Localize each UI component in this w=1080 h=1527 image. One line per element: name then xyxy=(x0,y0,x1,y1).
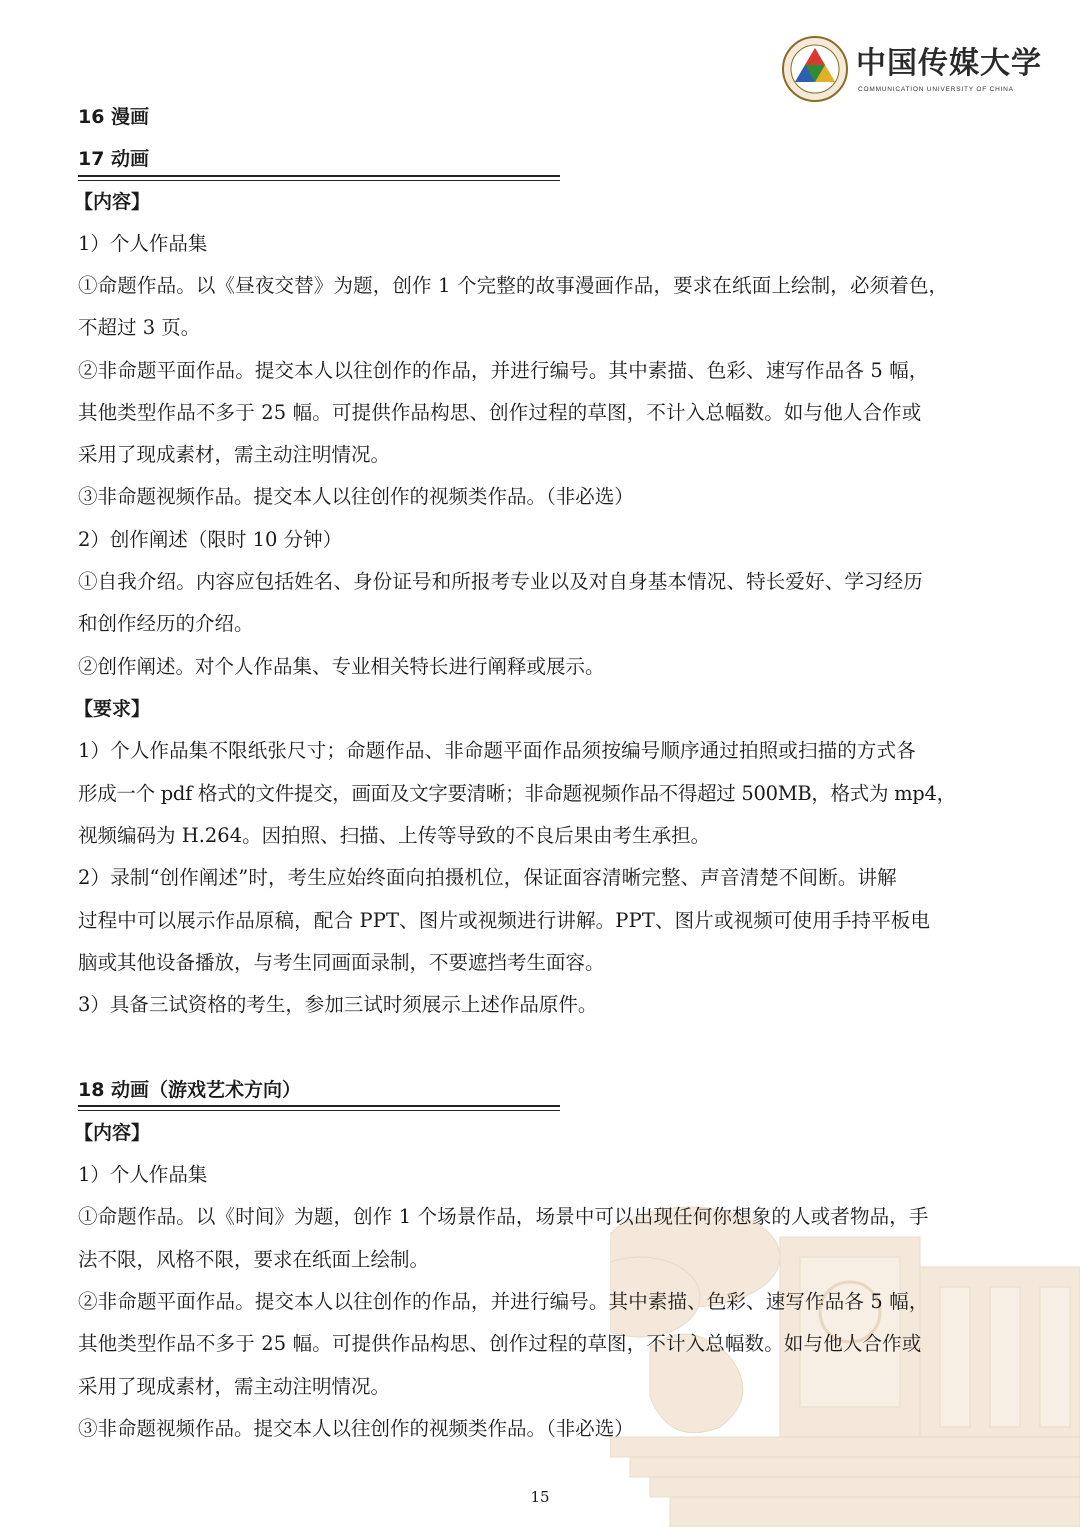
body-line: 其他类型作品不多于 25 幅。可提供作品构思、创作过程的草图，不计入总幅数。如与他人合作或 xyxy=(78,1332,922,1355)
body-line: 形成一个 pdf 格式的文件提交，画面及文字要清晰；非命题视频作品不得超过 500MB，格式为 mp4， xyxy=(78,782,956,805)
body-line: 其他类型作品不多于 25 幅。可提供作品构思、创作过程的草图，不计入总幅数。如与他人合作或 xyxy=(78,401,922,424)
university-logo xyxy=(780,34,1042,104)
campus-watermark-illustration xyxy=(610,1197,1080,1527)
body-line: 2）录制“创作阐述”时，考生应始终面向拍摄机位，保证面容清晰完整、声音清楚不间断。讲解 xyxy=(78,866,897,889)
section-18-heading: 18 动画（游戏艺术方向） xyxy=(78,1079,302,1101)
body-line: ③非命题视频作品。提交本人以往创作的视频类作品。（非必选） xyxy=(78,1417,634,1440)
body-line: ②非命题平面作品。提交本人以往创作的作品，并进行编号。其中素描、色彩、速写作品各 5 幅， xyxy=(78,1290,929,1313)
body-line: ①自我介绍。内容应包括姓名、身份证号和所报考专业以及对自身基本情况、特长爱好、学习经历 xyxy=(78,570,923,593)
body-line: 1）个人作品集不限纸张尺寸；命题作品、非命题平面作品须按编号顺序通过拍照或扫描的方式各 xyxy=(78,739,916,762)
section-17-content-label: 【内容】 xyxy=(74,191,151,213)
logo-english-name: COMMUNICATION UNIVERSITY OF CHINA xyxy=(858,86,1014,93)
section-16-heading: 16 漫画 xyxy=(78,106,150,128)
heading-rule xyxy=(78,1110,560,1111)
page-number: 15 xyxy=(530,1488,550,1506)
body-line: 不超过 3 页。 xyxy=(78,316,201,339)
body-line: ②非命题平面作品。提交本人以往创作的作品，并进行编号。其中素描、色彩、速写作品各 5 幅， xyxy=(78,359,929,382)
body-line: ①命题作品。以《时间》为题，创作 1 个场景作品，场景中可以出现任何你想象的人或者物品，手 xyxy=(78,1205,929,1228)
body-line: 和创作经历的介绍。 xyxy=(78,612,254,635)
university-emblem-icon xyxy=(780,34,850,104)
section-18-content-label: 【内容】 xyxy=(74,1122,151,1144)
body-line: ②创作阐述。对个人作品集、专业相关特长进行阐释或展示。 xyxy=(78,655,605,678)
body-line: ①命题作品。以《昼夜交替》为题，创作 1 个完整的故事漫画作品，要求在纸面上绘制，必须着色， xyxy=(78,274,949,297)
body-line: 3）具备三试资格的考生，参加三试时须展示上述作品原件。 xyxy=(78,993,598,1016)
heading-rule xyxy=(78,180,560,181)
body-line: 2）创作阐述（限时 10 分钟） xyxy=(78,528,343,551)
logo-chinese-name: 中国传媒大学 xyxy=(856,46,1042,81)
section-17-heading: 17 动画 xyxy=(78,148,150,170)
heading-rule xyxy=(78,175,560,177)
body-line: 采用了现成素材，需主动注明情况。 xyxy=(78,1375,391,1398)
heading-rule xyxy=(78,1105,560,1107)
body-line: 过程中可以展示作品原稿，配合 PPT、图片或视频进行讲解。PPT、图片或视频可使用手持平板电 xyxy=(78,909,931,932)
section-17-require-label: 【要求】 xyxy=(74,698,151,720)
body-line: 视频编码为 H.264。因拍照、扫描、上传等导致的不良后果由考生承担。 xyxy=(78,824,711,847)
body-line: 采用了现成素材，需主动注明情况。 xyxy=(78,443,391,466)
body-line: 1）个人作品集 xyxy=(78,232,208,255)
body-line: 法不限，风格不限，要求在纸面上绘制。 xyxy=(78,1248,430,1271)
body-line: ③非命题视频作品。提交本人以往创作的视频类作品。（非必选） xyxy=(78,485,634,508)
body-line: 脑或其他设备播放，与考生同画面录制，不要遮挡考生面容。 xyxy=(78,951,605,974)
body-line: 1）个人作品集 xyxy=(78,1163,208,1186)
